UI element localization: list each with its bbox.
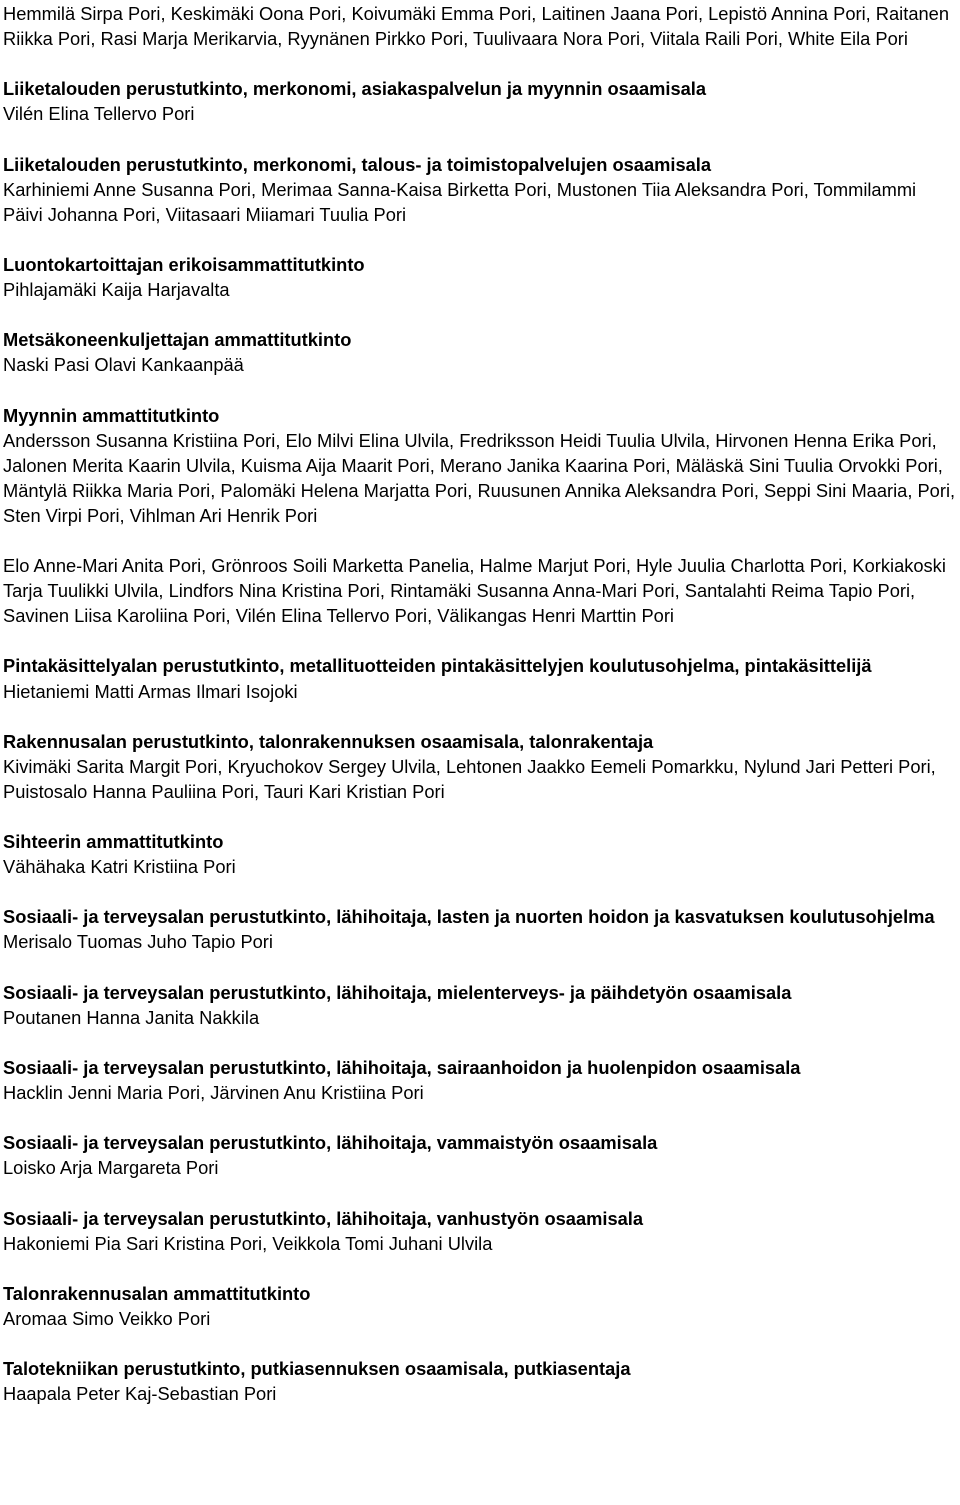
intro-names: Hemmilä Sirpa Pori, Keskimäki Oona Pori, Koivumäki Emma Pori, Laitinen Jaana Pori, Lepistö Annina Pori, Raitanen Riikka Pori, Rasi Marja Merikarvia, Ryynänen Pirkko Pori, Tuulivaara Nora Pori, Viitala Raili Pori, White Eila Pori [3, 3, 949, 50]
section-heading: Sosiaali- ja terveysalan perustutkinto, lähihoitaja, lasten ja nuorten hoidon ja kasvatuksen koulutusohjelma [3, 906, 935, 928]
section-names: Elo Anne-Mari Anita Pori, Grönroos Soili Marketta Panelia, Halme Marjut Pori, Hyle Juulia Charlotta Pori, Korkiakoski Tarja Tuulikki Ulvila, Lindfors Nina Kristina Pori, Rintamäki Susanna Anna-Mari Pori, Santalahti Reima Tapio Pori, Savinen Liisa Karoliina Pori, Vilén Elina Tellervo Pori, Välikangas Henri Marttin Pori [3, 555, 946, 627]
section-10 [3, 904, 960, 954]
section-heading: Pintakäsittelyalan perustutkinto, metallituotteiden pintakäsittelyjen koulutusohjelma, pintakäsittelijä [3, 655, 872, 677]
section-names: Merisalo Tuomas Juho Tapio Pori [3, 931, 273, 953]
section-names: Hacklin Jenni Maria Pori, Järvinen Anu Kristiina Pori [3, 1082, 424, 1104]
intro-section [3, 1, 960, 51]
section-names: Karhiniemi Anne Susanna Pori, Merimaa Sanna-Kaisa Birketta Pori, Mustonen Tiia Aleksandra Pori, Tommilammi Päivi Johanna Pori, Viitasaari Miiamari Tuulia Pori [3, 178, 917, 225]
section-7 [3, 653, 960, 703]
section-14 [3, 1206, 960, 1256]
section-names: Vähähaka Katri Kristiina Pori [3, 856, 236, 878]
section-8 [3, 729, 960, 804]
section-heading: Sosiaali- ja terveysalan perustutkinto, lähihoitaja, vammaistyön osaamisala [3, 1132, 658, 1154]
section-names: Hietaniemi Matti Armas Ilmari Isojoki [3, 680, 298, 702]
section-names: Andersson Susanna Kristiina Pori, Elo Milvi Elina Ulvila, Fredriksson Heidi Tuulia Ulvila, Hirvonen Henna Erika Pori, Jalonen Merita Kaarin Ulvila, Kuisma Aija Maarit Pori, Merano Janika Kaarina Pori, Mäläskä Sini Tuulia Orvokki Pori, Mäntylä Riikka Maria Pori, Palomäki Helena Marjatta Pori, Ruusunen Annika Aleksandra Pori, Seppi Sini Maaria, Pori, Sten Virpi Pori, Vihlman Ari Henrik Pori [3, 429, 956, 526]
section-16 [3, 1356, 960, 1406]
section-heading: Rakennusalan perustutkinto, talonrakennuksen osaamisala, talonrakentaja [3, 730, 654, 752]
section-names: Aromaa Simo Veikko Pori [3, 1307, 211, 1329]
section-5 [3, 403, 960, 528]
section-names: Pihlajamäki Kaija Harjavalta [3, 279, 230, 301]
section-names: Naski Pasi Olavi Kankaanpää [3, 354, 244, 376]
section-heading: Sihteerin ammattitutkinto [3, 831, 224, 853]
section-heading: Luontokartoittajan erikoisammattitutkinto [3, 253, 365, 275]
section-heading: Liiketalouden perustutkinto, merkonomi, asiakaspalvelun ja myynnin osaamisala [3, 78, 707, 100]
section-13 [3, 1130, 960, 1180]
section-15 [3, 1281, 960, 1331]
section-heading: Metsäkoneenkuljettajan ammattitutkinto [3, 329, 352, 351]
section-names: Loisko Arja Margareta Pori [3, 1157, 219, 1179]
section-names: Hakoniemi Pia Sari Kristina Pori, Veikkola Tomi Juhani Ulvila [3, 1232, 493, 1254]
section-heading: Sosiaali- ja terveysalan perustutkinto, lähihoitaja, vanhustyön osaamisala [3, 1207, 644, 1229]
section-1 [3, 76, 960, 126]
section-names: Vilén Elina Tellervo Pori [3, 103, 195, 125]
section-names: Haapala Peter Kaj-Sebastian Pori [3, 1383, 277, 1405]
section-12 [3, 1055, 960, 1105]
section-heading: Talonrakennusalan ammattitutkinto [3, 1282, 311, 1304]
section-4 [3, 327, 960, 377]
section-9 [3, 829, 960, 879]
section-heading: Talotekniikan perustutkinto, putkiasennuksen osaamisala, putkiasentaja [3, 1358, 631, 1380]
section-11 [3, 980, 960, 1030]
section-names: Kivimäki Sarita Margit Pori, Kryuchokov Sergey Ulvila, Lehtonen Jaakko Eemeli Pomarkku, Nylund Jari Petteri Pori, Puistosalo Hanna Pauliina Pori, Tauri Kari Kristian Pori [3, 755, 936, 802]
section-heading: Sosiaali- ja terveysalan perustutkinto, lähihoitaja, mielenterveys- ja päihdetyön osaamisala [3, 981, 792, 1003]
section-heading: Liiketalouden perustutkinto, merkonomi, talous- ja toimistopalvelujen osaamisala [3, 153, 712, 175]
section-2 [3, 152, 960, 227]
section-3 [3, 252, 960, 302]
section-names: Poutanen Hanna Janita Nakkila [3, 1006, 260, 1028]
section-heading: Myynnin ammattitutkinto [3, 404, 220, 426]
section-6 [3, 553, 960, 628]
section-heading: Sosiaali- ja terveysalan perustutkinto, lähihoitaja, sairaanhoidon ja huolenpidon osaamisala [3, 1056, 801, 1078]
